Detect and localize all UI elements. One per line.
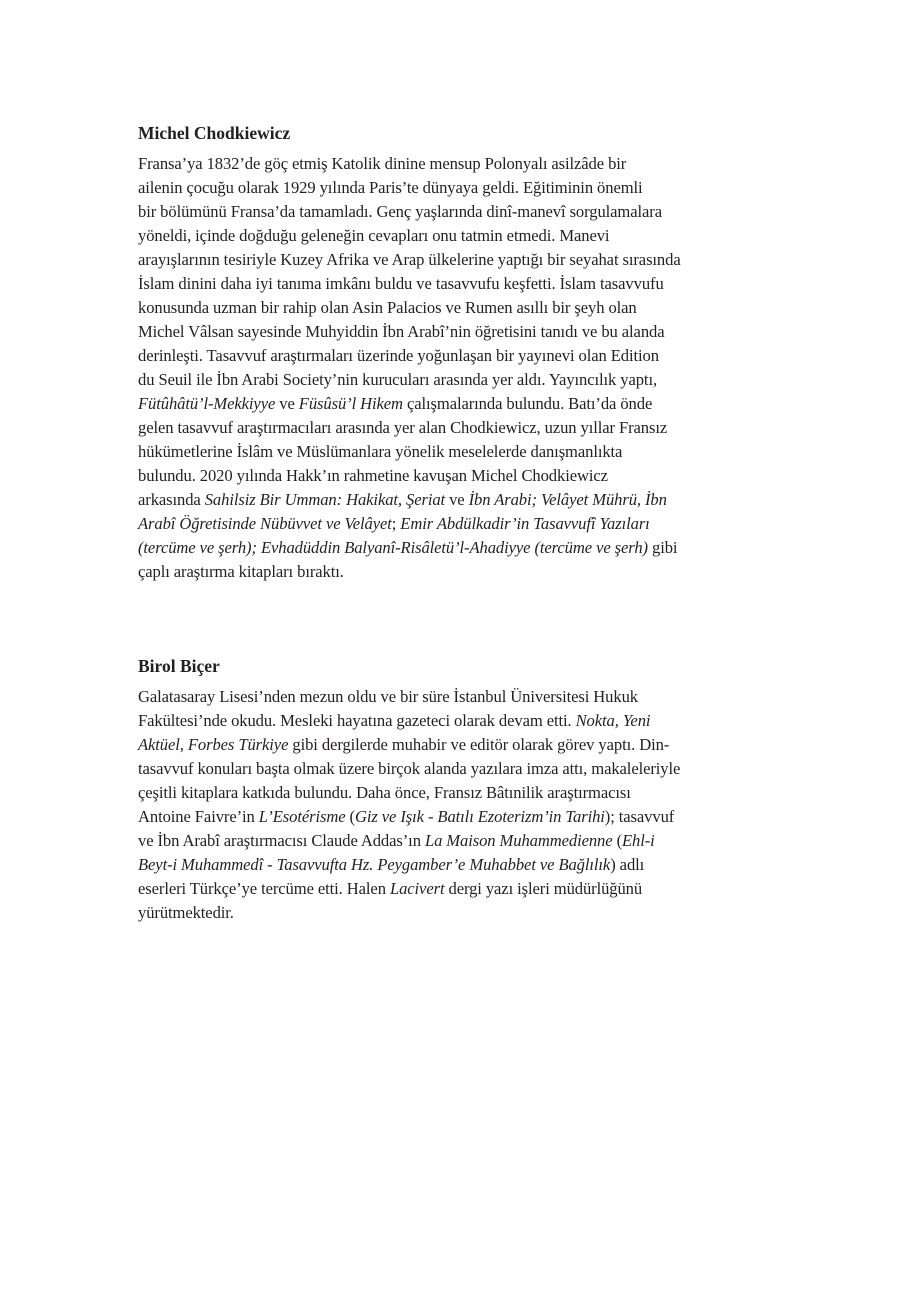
text-line: [138, 512, 728, 536]
text-run: ;: [391, 514, 401, 533]
text-line: [138, 853, 728, 877]
text-run: (: [612, 831, 623, 850]
italic-run: Giz ve Işık - Batılı Ezoterizm’in Tarihi: [354, 807, 605, 826]
text-run: çaplı araştırma kitapları bıraktı.: [138, 562, 344, 581]
text-line: [138, 416, 728, 440]
text-run: gibi: [647, 538, 678, 557]
italic-run: L’Esotérisme: [258, 807, 346, 826]
text-line: [138, 781, 728, 805]
text-run: ); tasavvuf: [604, 807, 675, 826]
text-line: [138, 685, 728, 709]
text-line: [138, 536, 728, 560]
text-line: [138, 296, 728, 320]
italic-run: Beyt-i Muhammedî - Tasavvufta Hz. Peygamber’e Muhabbet ve Bağlılık: [138, 855, 611, 874]
text-run: çeşitli kitaplara katkıda bulundu. Daha önce, Fransız Bâtınilik araştırmacısı: [138, 783, 631, 802]
text-run: ve İbn Arabî araştırmacısı Claude Addas’ın: [138, 831, 425, 850]
text-run: arkasında: [138, 490, 205, 509]
text-line: [138, 829, 728, 853]
italic-run: Lacivert: [389, 879, 445, 898]
text-run: İslam dinini daha iyi tanıma imkânı buldu ve tasavvufu keşfetti. İslam tasavvufu: [138, 274, 664, 293]
italic-run: La Maison Muhammedienne: [424, 831, 613, 850]
text-run: gibi dergilerde muhabir ve editör olarak görev yaptı. Din-: [288, 735, 670, 754]
text-run: konusunda uzman bir rahip olan Asin Palacios ve Rumen asıllı bir şeyh olan: [138, 298, 637, 317]
text-run: dergi yazı işleri müdürlüğünü: [444, 879, 643, 898]
text-line: [138, 733, 728, 757]
text-line: [138, 757, 728, 781]
text-line: [138, 488, 728, 512]
italic-run: Nokta, Yeni: [575, 711, 651, 730]
italic-run: Fütûhâtü’l-Mekkiyye: [138, 394, 276, 413]
text-run: eserleri Türkçe’ye tercüme etti. Halen: [138, 879, 390, 898]
text-run: bir bölümünü Fransa’da tamamladı. Genç yaşlarında dinî-manevî sorgulamalara: [138, 202, 662, 221]
italic-run: Aktüel, Forbes Türkiye: [138, 735, 289, 754]
text-run: Michel Vâlsan sayesinde Muhyiddin İbn Arabî’nin öğretisini tanıdı ve bu alanda: [138, 322, 665, 341]
text-line: [138, 560, 728, 584]
text-line: [138, 440, 728, 464]
bio-paragraph: [138, 152, 728, 584]
text-run: çalışmalarında bulundu. Batı’da önde: [402, 394, 653, 413]
text-line: [138, 877, 728, 901]
text-run: ailenin çocuğu olarak 1929 yılında Paris’te dünyaya geldi. Eğitiminin önemli: [138, 178, 643, 197]
text-run: Galatasaray Lisesi’nden mezun oldu ve bir süre İstanbul Üniversitesi Hukuk: [138, 687, 638, 706]
text-line: [138, 272, 728, 296]
text-line: [138, 152, 728, 176]
bio-section-michel-chodkiewicz: [138, 121, 728, 584]
text-run: Fakültesi’nde okudu. Mesleki hayatına gazeteci olarak devam etti.: [138, 711, 576, 730]
italic-run: (tercüme ve şerh); Evhadüddin Balyanî-Risâletü’l-Ahadiyye (tercüme ve şerh): [138, 538, 648, 557]
italic-run: Füsûsü’l Hikem: [298, 394, 403, 413]
bio-heading: Birol Biçer: [138, 656, 220, 676]
text-run: ve: [275, 394, 299, 413]
text-run: Fransa’ya 1832’de göç etmiş Katolik dinine mensup Polonyalı asilzâde bir: [138, 154, 627, 173]
text-run: bulundu. 2020 yılında Hakk’ın rahmetine kavuşan Michel Chodkiewicz: [138, 466, 608, 485]
text-run: gelen tasavvuf araştırmacıları arasında yer alan Chodkiewicz, uzun yıllar Fransız: [138, 418, 668, 437]
text-run: tasavvuf konuları başta olmak üzere birçok alanda yazılara imza attı, makaleleriyle: [138, 759, 681, 778]
text-line: [138, 224, 728, 248]
text-line: [138, 464, 728, 488]
bio-heading: Michel Chodkiewicz: [138, 123, 291, 143]
text-run: ve: [445, 490, 469, 509]
text-run: yürütmektedir.: [138, 903, 234, 922]
bio-section-birol-bicer: [138, 654, 728, 925]
text-run: arayışlarının tesiriyle Kuzey Afrika ve Arap ülkelerine yaptığı bir seyahat sırasında: [138, 250, 681, 269]
italic-run: İbn Arabi; Velâyet Mührü, İbn: [468, 490, 667, 509]
text-run: yöneldi, içinde doğduğu geleneğin cevapları onu tatmin etmedi. Manevi: [138, 226, 610, 245]
italic-run: Arabî Öğretisinde Nübüvvet ve Velâyet: [138, 514, 392, 533]
text-run: hükümetlerine İslâm ve Müslümanlara yönelik meselelerde danışmanlıkta: [138, 442, 623, 461]
text-line: [138, 344, 728, 368]
text-run: (: [345, 807, 355, 826]
text-line: [138, 200, 728, 224]
text-line: [138, 320, 728, 344]
text-line: [138, 248, 728, 272]
text-line: [138, 805, 728, 829]
text-run: ) adlı: [610, 855, 645, 874]
italic-run: Ehl-i: [622, 831, 655, 850]
italic-run: Sahilsiz Bir Umman: Hakikat, Şeriat: [204, 490, 446, 509]
text-line: [138, 901, 728, 925]
italic-run: Emir Abdülkadir’in Tasavvufî Yazıları: [400, 514, 650, 533]
text-run: du Seuil ile İbn Arabi Society’nin kurucuları arasında yer aldı. Yayıncılık yaptı,: [138, 370, 657, 389]
text-run: Antoine Faivre’in: [138, 807, 259, 826]
text-line: [138, 368, 728, 392]
bio-paragraph: [138, 685, 728, 925]
text-line: [138, 392, 728, 416]
text-line: [138, 176, 728, 200]
text-line: [138, 709, 728, 733]
text-run: derinleşti. Tasavvuf araştırmaları üzerinde yoğunlaşan bir yayınevi olan Edition: [138, 346, 659, 365]
